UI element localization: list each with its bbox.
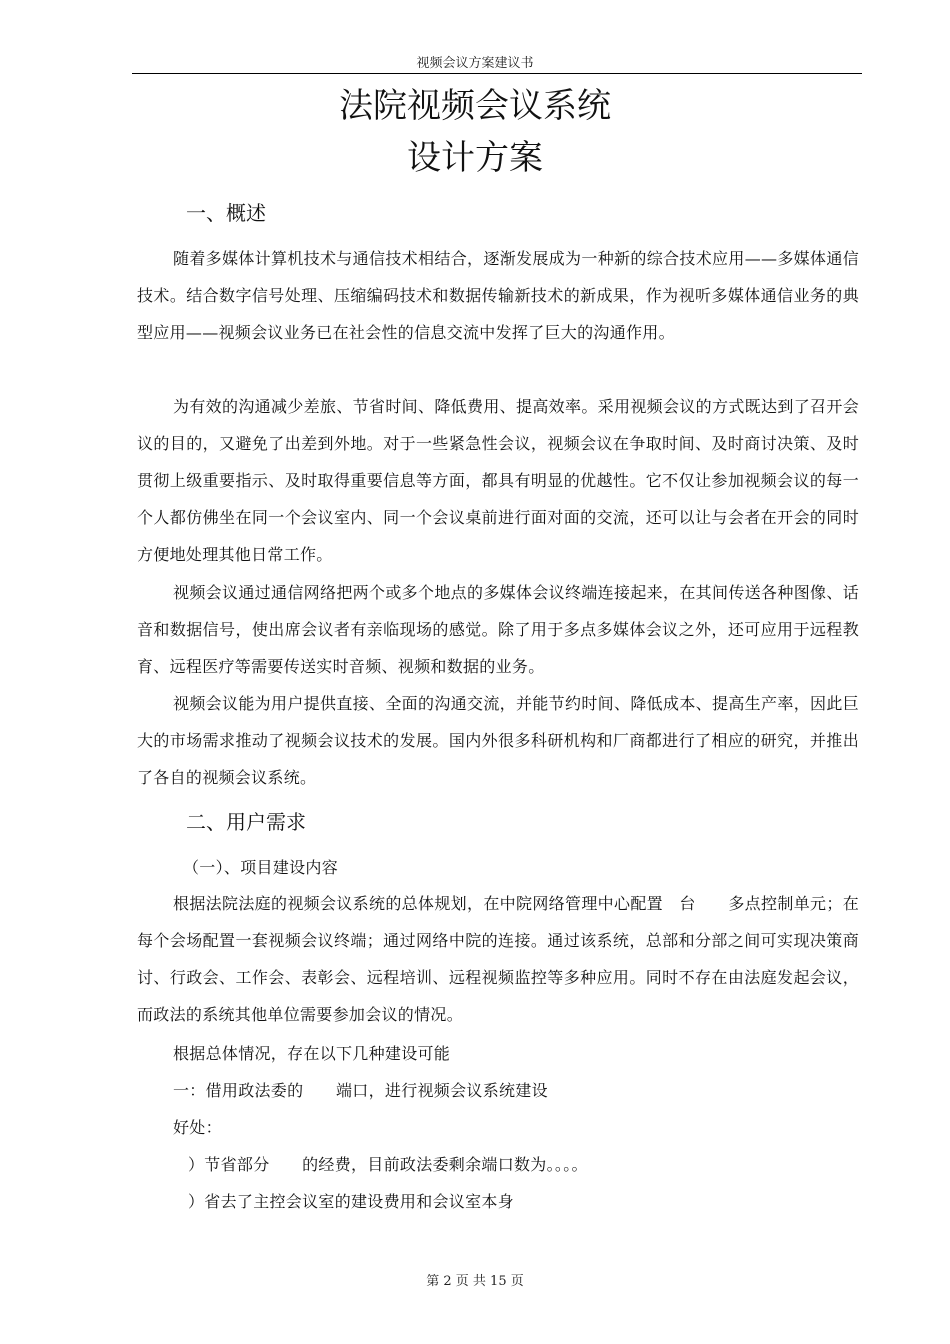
requirements-line: 一：借用政法委的 端口，进行视频会议系统建设 — [173, 1081, 548, 1100]
document-title: 法院视频会议系统 — [339, 86, 611, 126]
header-rule — [132, 73, 862, 74]
subsection-heading: （一）、项目建设内容 — [183, 858, 339, 877]
overview-paragraph: 视频会议通过通信网络把两个或多个地点的多媒体会议终端连接起来，在其间传送各种图像、话音和数据信号，使出席会议者有亲临现场的感觉。除了用于多点多媒体会议之外，还可应用于远程教育、远程医疗等需要传送实时音频、视频和数据的业务。 — [137, 583, 859, 676]
section-heading-overview: 一、概述 — [186, 201, 266, 225]
requirements-line: 根据总体情况，存在以下几种建设可能 — [173, 1044, 451, 1063]
overview-paragraph: 为有效的沟通减少差旅、节省时间、降低费用、提高效率。采用视频会议的方式既达到了召开会议的目的，又避免了出差到外地。对于一些紧急性会议，视频会议在争取时间、及时商讨决策、及时贯彻上级重要指示、及时取得重要信息等方面，都具有明显的优越性。它不仅让参加视频会议的每一个人都仿佛坐在同一个会议室内、同一个会议桌前进行面对面的交流，还可以让与会者在开会的同时方便地处理其他日常工作。 — [137, 397, 859, 564]
page-header: 视频会议方案建议书 — [416, 56, 534, 71]
requirements-line: ）节省部分 的经费，目前政法委剩余端口数为。。。。 — [188, 1155, 588, 1174]
requirements-line: 好处： — [173, 1118, 222, 1137]
requirements-paragraph: 根据法院法庭的视频会议系统的总体规划，在中院网络管理中心配置 台 多点控制单元；在每个会场配置一套视频会议终端；通过网络中院的连接。通过该系统，总部和分部之间可实现决策商讨、行政会、工作会、表彰会、远程培训、远程视频监控等多种应用。同时不存在由法庭发起会议，而政法的系统其他单位需要参加会议的情况。 — [137, 894, 859, 1024]
section-heading-requirements: 二、用户需求 — [186, 810, 306, 834]
overview-paragraph: 视频会议能为用户提供直接、全面的沟通交流，并能节约时间、降低成本、提高生产率，因此巨大的市场需求推动了视频会议技术的发展。国内外很多科研机构和厂商都进行了相应的研究，并推出了各自的视频会议系统。 — [137, 694, 859, 787]
overview-paragraph: 随着多媒体计算机技术与通信技术相结合，逐渐发展成为一种新的综合技术应用——多媒体通信技术。结合数字信号处理、压缩编码技术和数据传输新技术的新成果，作为视听多媒体通信业务的典型应用——视频会议业务已在社会性的信息交流中发挥了巨大的沟通作用。 — [137, 249, 859, 342]
document-subtitle: 设计方案 — [407, 138, 543, 178]
requirements-line: ）省去了主控会议室的建设费用和会议室本身 — [188, 1192, 515, 1211]
page-footer: 第 2 页 共 15 页 — [426, 1274, 524, 1289]
